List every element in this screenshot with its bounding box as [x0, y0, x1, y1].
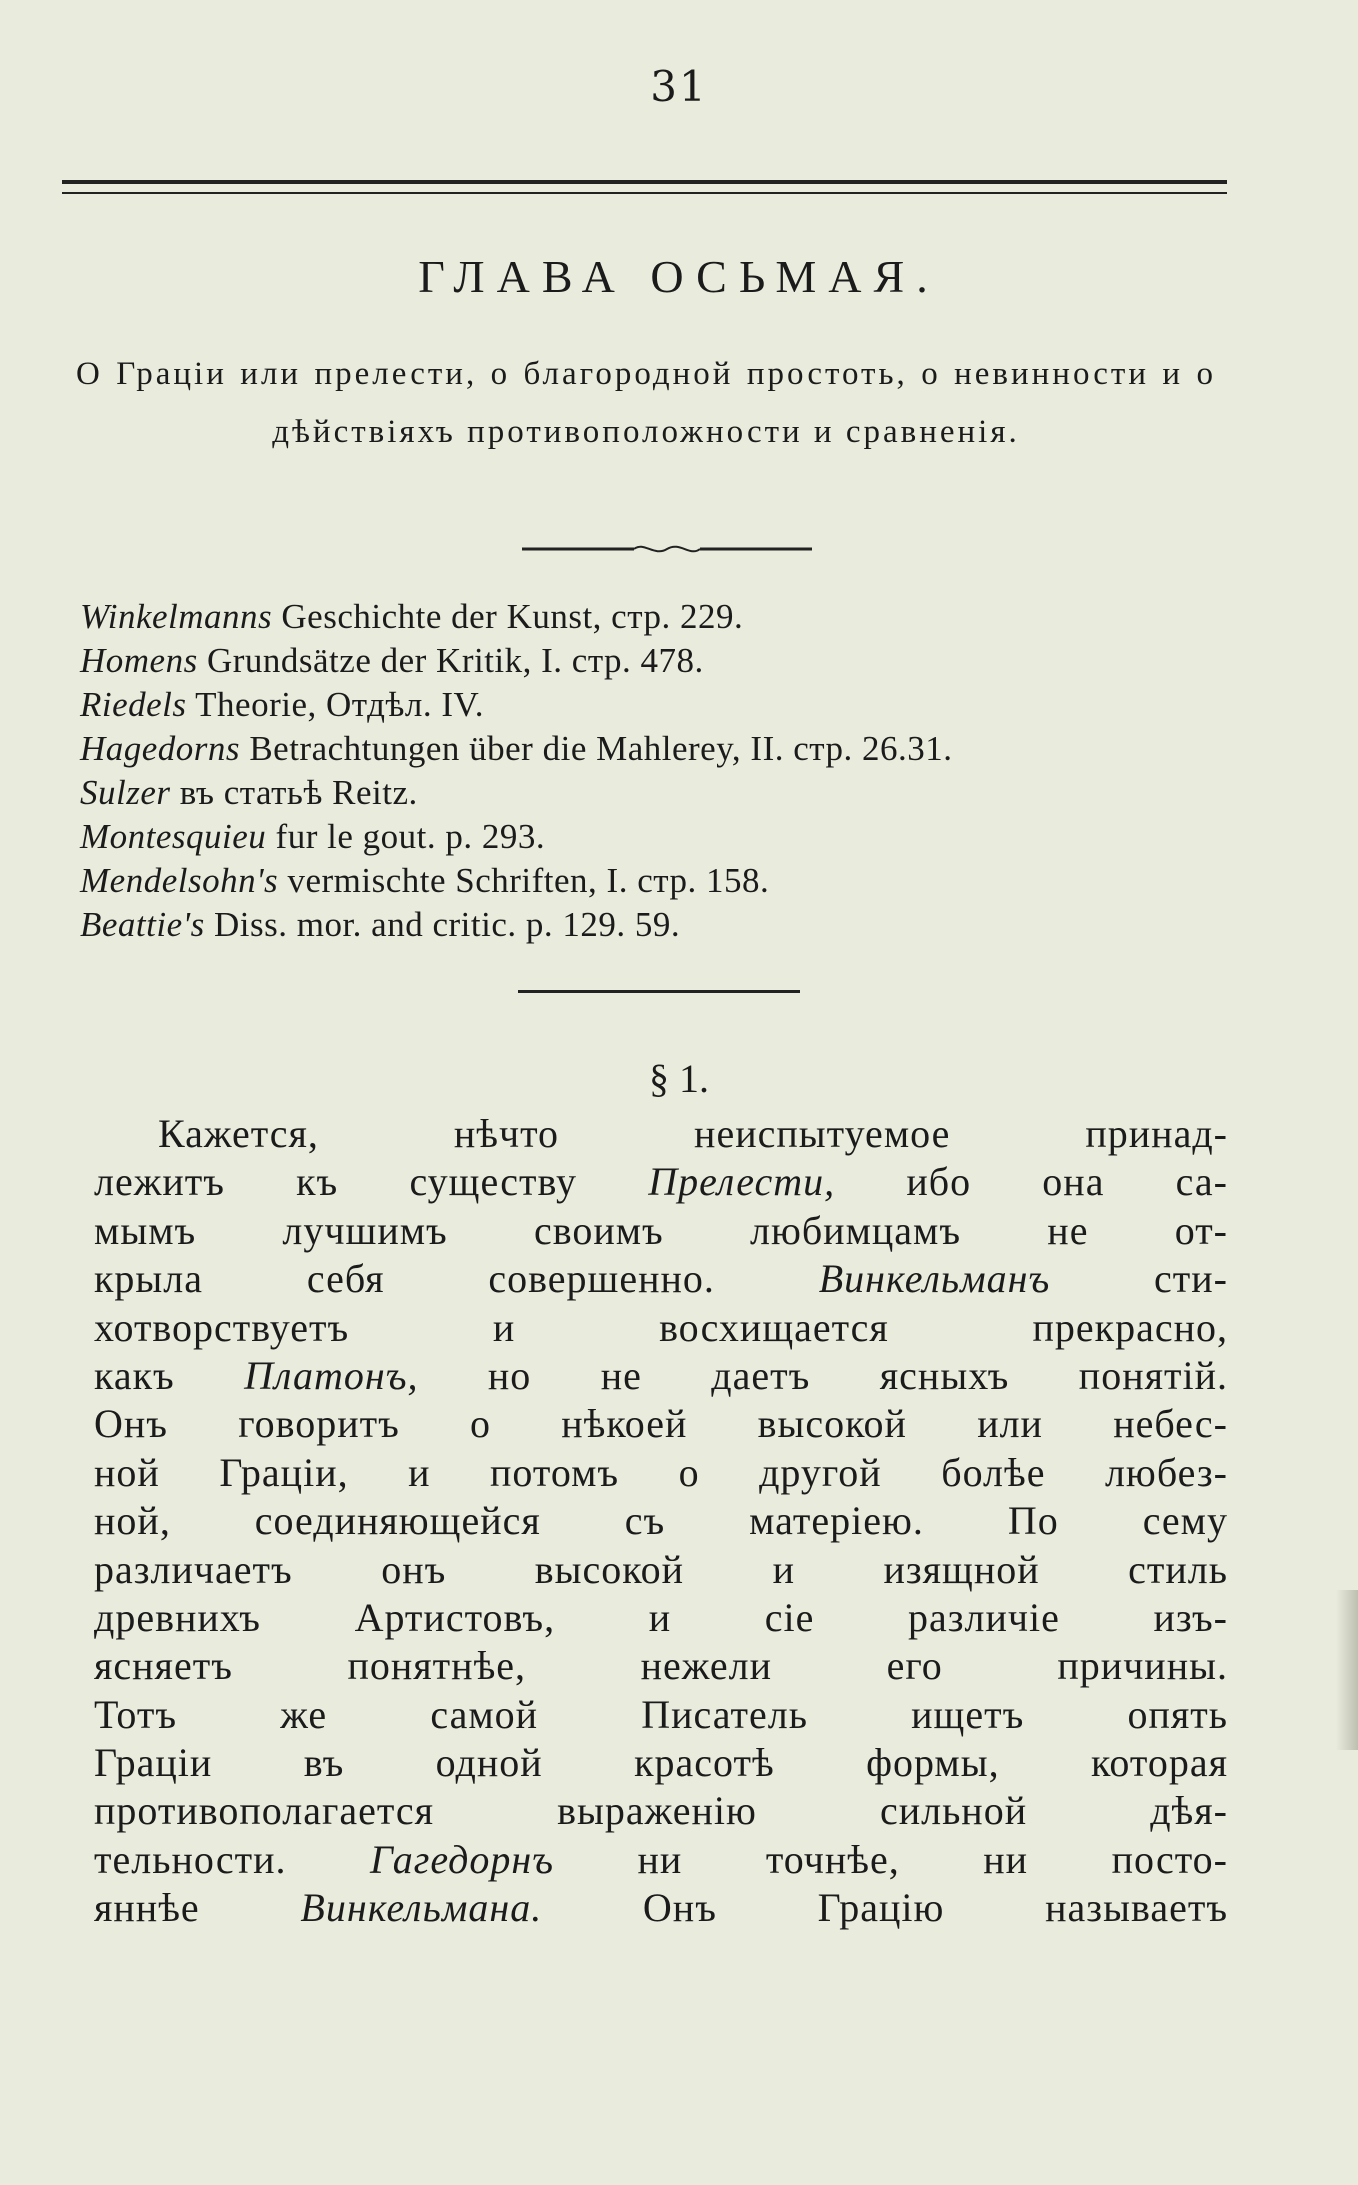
- reference-item: [80, 727, 1240, 771]
- text-line: Граціи въ одной красотѣ формы, которая: [94, 1740, 1228, 1786]
- body-text: [94, 1110, 1228, 1933]
- text-line: тельности. Гагедорнъ ни точнѣе, ни посто-: [94, 1836, 1228, 1882]
- text-line: крыла себя совершенно. Винкельманъ сти-: [94, 1256, 1228, 1302]
- text-line: яннѣе Винкельмана. Онъ Грацію называетъ: [94, 1885, 1228, 1931]
- text-line: ясняетъ понятнѣе, нежели его причины.: [94, 1643, 1228, 1689]
- text-line: какъ Платонъ, но не даетъ ясныхъ понятій.: [94, 1352, 1228, 1398]
- ornament-divider: [522, 540, 812, 558]
- reference-author: Mendelsohn's: [80, 861, 279, 900]
- reference-author: Hagedorns: [80, 729, 241, 768]
- text-line: лежитъ къ существу Прелести, ибо она са-: [94, 1159, 1228, 1205]
- reference-item: [80, 771, 1240, 815]
- section-number: § 1.: [649, 1056, 709, 1101]
- reference-text: Geschichte der Kunst, стр. 229.: [272, 597, 744, 636]
- reference-list: [80, 595, 1240, 947]
- text-line: ной Граціи, и потомъ о другой болѣе любез-: [94, 1449, 1228, 1495]
- header-double-rule: [62, 180, 1227, 194]
- reference-author: Riedels: [80, 685, 187, 724]
- text-line: хотворствуетъ и восхищается прекрасно,: [94, 1304, 1228, 1350]
- italic-name: Винкельманъ: [818, 1256, 1051, 1302]
- reference-item: [80, 903, 1240, 947]
- text-line: мымъ лучшимъ своимъ любимцамъ не от-: [94, 1207, 1228, 1253]
- reference-text: Diss. mor. and critic. p. 129. 59.: [204, 905, 681, 944]
- page-number: 31: [650, 62, 708, 111]
- reference-text: въ статьѣ Reitz.: [170, 773, 418, 812]
- italic-name: Гагедорнъ: [370, 1836, 554, 1882]
- reference-author: Montesquieu: [80, 817, 267, 856]
- reference-author: Beattie's: [80, 905, 205, 944]
- text-line: различаетъ онъ высокой и изящной стиль: [94, 1546, 1228, 1592]
- reference-text: Theorie, Отдѣл. IV.: [186, 685, 485, 724]
- section-divider: [518, 990, 800, 993]
- reference-item: [80, 815, 1240, 859]
- page-edge-shadow: [1336, 1590, 1358, 1750]
- text-line: ной, соединяющейся съ матеріею. По сему: [94, 1498, 1228, 1544]
- reference-item: [80, 859, 1240, 903]
- reference-item: [80, 683, 1240, 727]
- reference-author: Winkelmanns: [80, 597, 273, 636]
- text-line: Онъ говоритъ о нѣкоей высокой или небес-: [94, 1401, 1228, 1447]
- italic-name: Платонъ,: [244, 1352, 419, 1398]
- text-line: Кажется, нѣчто неиспытуемое принад-: [158, 1111, 1228, 1156]
- reference-item: [80, 595, 1240, 639]
- text-line: Тотъ же самой Писатель ищетъ опять: [94, 1691, 1228, 1737]
- reference-text: fur le gout. p. 293.: [266, 817, 546, 856]
- reference-text: Grundsätze der Kritik, I. стр. 478.: [197, 641, 704, 680]
- reference-text: vermischte Schriften, I. стр. 158.: [278, 861, 770, 900]
- italic-name: Прелести,: [648, 1159, 836, 1205]
- reference-author: Sulzer: [80, 773, 171, 812]
- reference-text: Betrachtungen über die Mahlerey, II. стр. 26.31.: [240, 729, 953, 768]
- reference-item: [80, 639, 1240, 683]
- text-line: древнихъ Артистовъ, и сіе различіе изъ-: [94, 1594, 1228, 1640]
- italic-name: Винкельмана.: [300, 1885, 543, 1931]
- chapter-subtitle: О Граціи или прелести, о благородной простоть, о невинности и о дѣйствіяхъ противоположности и сравненія.: [76, 356, 1216, 450]
- text-line: противополагается выраженію сильной дѣя-: [94, 1788, 1228, 1834]
- reference-author: Homens: [80, 641, 198, 680]
- chapter-title: ГЛАВА ОСЬМАЯ.: [418, 251, 940, 302]
